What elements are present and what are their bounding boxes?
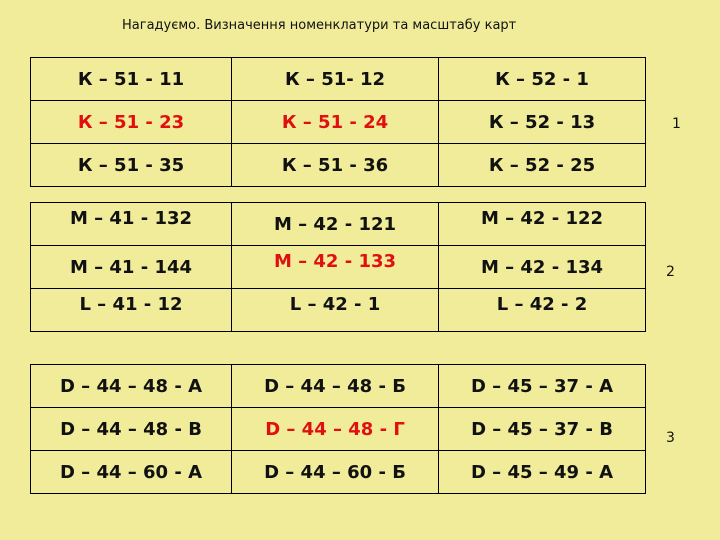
table-cell [439, 289, 646, 332]
page-title: Нагадуємо. Визначення номенклатури та масштабу карт [122, 18, 517, 33]
group-number-1: 1 [672, 116, 681, 132]
table-cell: D – 44 – 60 - А [31, 451, 232, 494]
table-cell: D – 45 – 49 - А [439, 451, 646, 494]
group-number-2: 2 [666, 264, 675, 280]
table-cell: D – 44 – 48 - А [31, 365, 232, 408]
cell-text: М – 42 - 133 [273, 250, 397, 272]
table-cell [232, 203, 439, 246]
table-cell: К – 51- 12 [232, 58, 439, 101]
table-cell: D – 44 – 60 - Б [232, 451, 439, 494]
table-cell: К – 51 - 11 [31, 58, 232, 101]
table-row [31, 289, 646, 332]
table-cell [31, 289, 232, 332]
table-cell-highlighted: D – 44 – 48 - Г [232, 408, 439, 451]
table-cell [439, 203, 646, 246]
table-row [31, 451, 646, 494]
cell-text: L – 42 - 2 [496, 293, 588, 315]
table-row [31, 101, 646, 144]
nomenclature-table-3 [30, 364, 646, 494]
table-cell: К – 51 - 36 [232, 144, 439, 187]
cell-text: L – 42 - 1 [289, 293, 381, 315]
nomenclature-table-1 [30, 57, 646, 187]
cell-text: М – 42 - 121 [273, 213, 397, 235]
table-cell: D – 44 – 48 - Б [232, 365, 439, 408]
cell-text: М – 42 - 122 [480, 207, 604, 229]
table-row [31, 203, 646, 246]
table-cell-highlighted: К – 51 - 23 [31, 101, 232, 144]
table-cell [31, 203, 232, 246]
table-cell: D – 44 – 48 - В [31, 408, 232, 451]
table-cell: М – 42 - 134 [439, 246, 646, 289]
table-cell: D – 45 – 37 - А [439, 365, 646, 408]
table-cell-highlighted: К – 51 - 24 [232, 101, 439, 144]
table-cell [232, 289, 439, 332]
table-cell: D – 45 – 37 - В [439, 408, 646, 451]
table-cell: К – 52 - 13 [439, 101, 646, 144]
table-row [31, 408, 646, 451]
table-row [31, 144, 646, 187]
group-number-3: 3 [666, 430, 675, 446]
table-row [31, 246, 646, 289]
table-cell: М – 41 - 144 [31, 246, 232, 289]
cell-text: М – 41 - 132 [69, 207, 193, 229]
table-cell: К – 52 - 25 [439, 144, 646, 187]
table-row [31, 365, 646, 408]
table-cell: К – 52 - 1 [439, 58, 646, 101]
table-cell-highlighted [232, 246, 439, 289]
table-row [31, 58, 646, 101]
cell-text: L – 41 - 12 [79, 293, 183, 315]
table-cell: К – 51 - 35 [31, 144, 232, 187]
nomenclature-table-2 [30, 202, 646, 332]
